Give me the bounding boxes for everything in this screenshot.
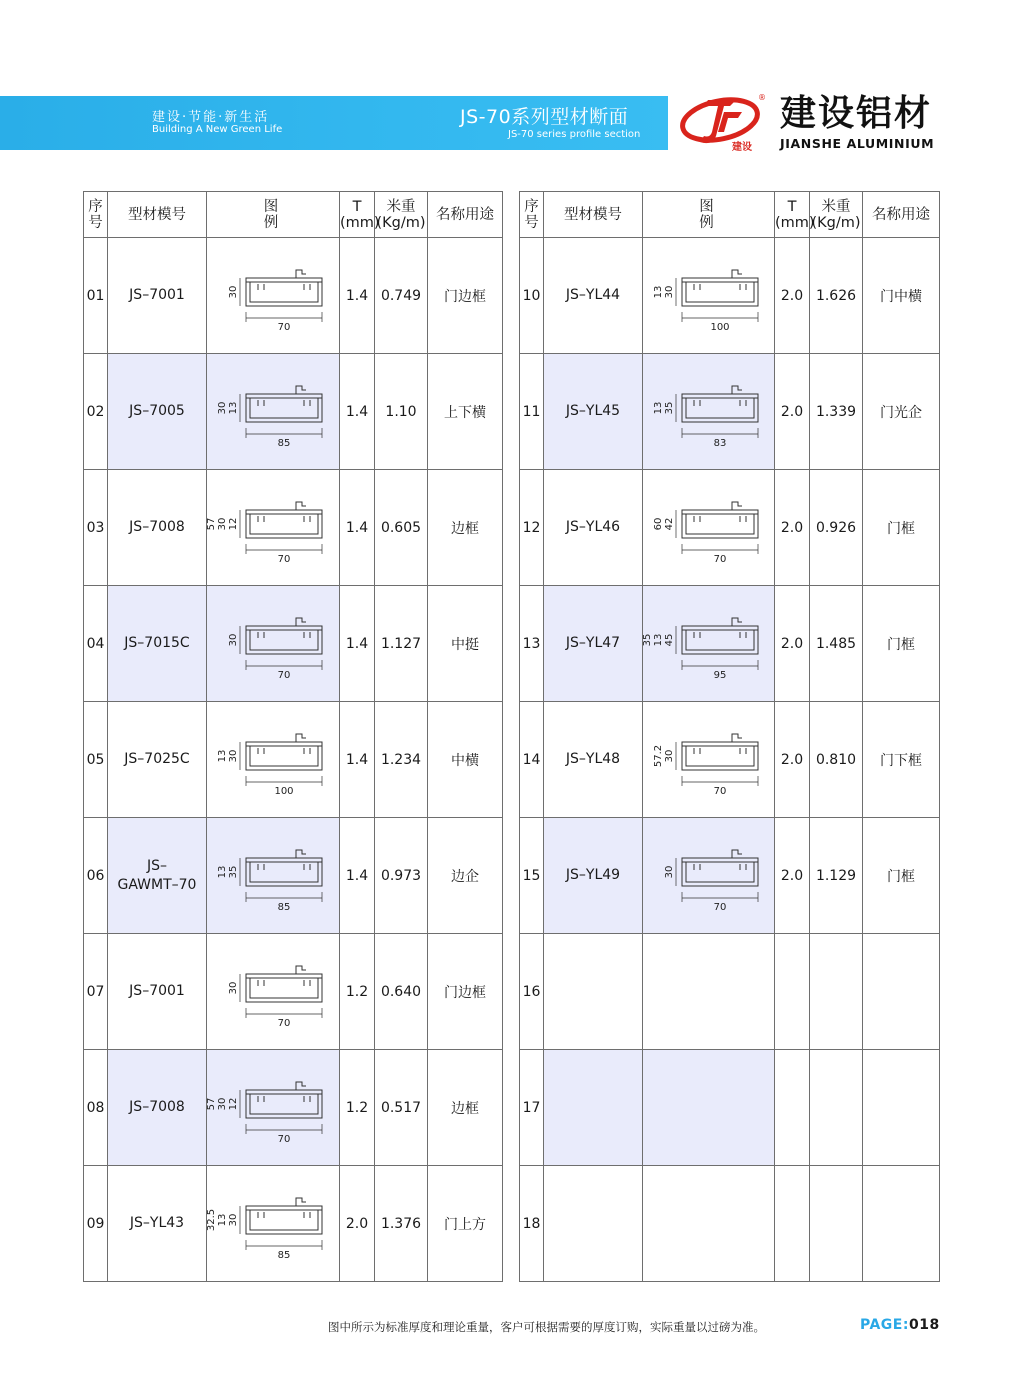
header-no: 序号 bbox=[84, 192, 108, 238]
table-row bbox=[520, 586, 940, 702]
thickness-value: 1.2 bbox=[340, 934, 375, 1050]
dimension-label: 70 bbox=[277, 553, 291, 565]
table-row bbox=[84, 1050, 503, 1166]
row-number: 05 bbox=[84, 702, 108, 818]
usage-name bbox=[863, 934, 940, 1050]
dimension-label: 57.2 bbox=[652, 744, 664, 767]
weight-value: 0.810 bbox=[810, 702, 863, 818]
dimension-label: 70 bbox=[713, 553, 726, 565]
thickness-value: 2.0 bbox=[775, 470, 810, 586]
profile-section-drawing bbox=[206, 480, 336, 576]
dimension-label: 57 bbox=[206, 1097, 217, 1110]
table-row bbox=[84, 818, 503, 934]
usage-name bbox=[863, 1050, 940, 1166]
dimension-label: 13 bbox=[228, 401, 239, 414]
row-number: 16 bbox=[520, 934, 544, 1050]
dimension-label: 13 bbox=[217, 1213, 228, 1226]
weight-value: 1.626 bbox=[810, 238, 863, 354]
profile-section-drawing bbox=[646, 1176, 772, 1272]
dimension-label: 13 bbox=[217, 749, 228, 762]
profile-section-drawing bbox=[646, 480, 772, 576]
dimension-label: 85 bbox=[277, 437, 291, 449]
usage-name bbox=[863, 1166, 940, 1282]
profile-section-drawing bbox=[210, 944, 336, 1040]
row-number: 09 bbox=[84, 1166, 108, 1282]
usage-name: 门框 bbox=[863, 586, 940, 702]
model-code: JS–YL47 bbox=[544, 586, 643, 702]
row-number: 04 bbox=[84, 586, 108, 702]
header-usage: 名称用途 bbox=[863, 192, 940, 238]
usage-name: 门框 bbox=[863, 470, 940, 586]
model-code: JS–7015C bbox=[108, 586, 207, 702]
model-code: JS–7025C bbox=[108, 702, 207, 818]
table-row bbox=[84, 354, 503, 470]
row-number: 07 bbox=[84, 934, 108, 1050]
table-row bbox=[520, 702, 940, 818]
figure-cell bbox=[643, 934, 775, 1050]
usage-name: 上下横 bbox=[428, 354, 503, 470]
figure-cell bbox=[643, 238, 775, 354]
figure-cell bbox=[643, 586, 775, 702]
figure-cell bbox=[643, 702, 775, 818]
model-code: JS–7001 bbox=[108, 934, 207, 1050]
table-row bbox=[84, 934, 503, 1050]
thickness-value: 1.4 bbox=[340, 238, 375, 354]
dimension-label: 70 bbox=[277, 669, 291, 681]
thickness-value: 1.2 bbox=[340, 1050, 375, 1166]
table-row bbox=[84, 238, 503, 354]
header-weight: 米重 (Kg/m) bbox=[375, 192, 428, 238]
usage-name: 门下框 bbox=[863, 702, 940, 818]
slogan-cn: 建设·节能·新生活 bbox=[152, 110, 270, 125]
dimension-label: 12 bbox=[228, 1097, 239, 1110]
registered-mark: ® bbox=[758, 93, 766, 102]
thickness-value: 1.4 bbox=[340, 586, 375, 702]
figure-cell bbox=[643, 1166, 775, 1282]
page-number: 018 bbox=[908, 1317, 940, 1333]
dimension-label: 45 bbox=[663, 633, 675, 646]
figure-cell bbox=[643, 470, 775, 586]
usage-name: 门上方 bbox=[428, 1166, 503, 1282]
dimension-label: 85 bbox=[277, 901, 291, 913]
header-figure: 图例 bbox=[643, 192, 775, 238]
figure-cell bbox=[207, 818, 340, 934]
figure-cell bbox=[643, 818, 775, 934]
weight-value: 1.485 bbox=[810, 586, 863, 702]
figure-cell bbox=[643, 354, 775, 470]
dimension-label: 13 bbox=[217, 865, 228, 878]
model-code: JS–7008 bbox=[108, 1050, 207, 1166]
usage-name: 中横 bbox=[428, 702, 503, 818]
header-usage: 名称用途 bbox=[428, 192, 503, 238]
dimension-label: 12 bbox=[228, 517, 239, 530]
thickness-value: 1.4 bbox=[340, 702, 375, 818]
dimension-label: 30 bbox=[217, 1097, 228, 1110]
dimension-label: 70 bbox=[277, 321, 291, 333]
header-model: 型材模号 bbox=[108, 192, 207, 238]
profile-section-drawing bbox=[210, 828, 336, 924]
model-code bbox=[544, 1050, 643, 1166]
dimension-label: 30 bbox=[663, 285, 675, 298]
model-code: JS–YL49 bbox=[544, 818, 643, 934]
header-figure: 图例 bbox=[207, 192, 340, 238]
profile-section-drawing bbox=[210, 596, 336, 692]
model-code: JS–YL48 bbox=[544, 702, 643, 818]
table-row bbox=[84, 470, 503, 586]
weight-value: 0.973 bbox=[375, 818, 428, 934]
figure-cell bbox=[207, 470, 340, 586]
dimension-label: 30 bbox=[663, 749, 675, 762]
model-code: JS–7001 bbox=[108, 238, 207, 354]
profile-section-drawing bbox=[646, 712, 772, 808]
figure-cell bbox=[207, 238, 340, 354]
model-code: JS–YL43 bbox=[108, 1166, 207, 1282]
footer-note: 图中所示为标准厚度和理论重量，客户可根据需要的厚度订购，实际重量以过磅为准。 bbox=[328, 1320, 765, 1334]
weight-value: 0.517 bbox=[375, 1050, 428, 1166]
row-number: 08 bbox=[84, 1050, 108, 1166]
thickness-value: 1.4 bbox=[340, 470, 375, 586]
row-number: 17 bbox=[520, 1050, 544, 1166]
weight-value bbox=[810, 1166, 863, 1282]
thickness-value bbox=[775, 1166, 810, 1282]
brand-name-en: JIANSHE ALUMINIUM bbox=[780, 136, 935, 151]
dimension-label: 30 bbox=[228, 1213, 239, 1226]
weight-value: 1.10 bbox=[375, 354, 428, 470]
row-number: 03 bbox=[84, 470, 108, 586]
row-number: 10 bbox=[520, 238, 544, 354]
thickness-value: 2.0 bbox=[775, 354, 810, 470]
table-row bbox=[520, 470, 940, 586]
row-number: 15 bbox=[520, 818, 544, 934]
thickness-value bbox=[775, 1050, 810, 1166]
table-row bbox=[520, 238, 940, 354]
dimension-label: 57 bbox=[206, 517, 217, 530]
dimension-label: 70 bbox=[713, 901, 726, 913]
model-code: JS– GAWMT–70 bbox=[108, 818, 207, 934]
figure-cell bbox=[207, 702, 340, 818]
page-label: PAGE: bbox=[860, 1317, 909, 1333]
thickness-value: 2.0 bbox=[775, 702, 810, 818]
dimension-label: 85 bbox=[277, 1249, 291, 1261]
weight-value: 1.234 bbox=[375, 702, 428, 818]
profile-section-drawing bbox=[210, 364, 336, 460]
figure-cell bbox=[207, 1050, 340, 1166]
dimension-label: 30 bbox=[228, 981, 239, 994]
series-subtitle: JS-70 series profile section bbox=[508, 129, 641, 140]
thickness-value bbox=[775, 934, 810, 1050]
weight-value: 1.339 bbox=[810, 354, 863, 470]
profile-section-drawing bbox=[210, 248, 336, 344]
usage-name: 门边框 bbox=[428, 934, 503, 1050]
dimension-label: 100 bbox=[709, 321, 730, 333]
profile-table-left bbox=[83, 191, 503, 1282]
usage-name: 边框 bbox=[428, 1050, 503, 1166]
dimension-label: 100 bbox=[274, 785, 294, 797]
table-row bbox=[520, 354, 940, 470]
brand-name-cn: 建设铝材 bbox=[780, 93, 933, 134]
weight-value: 0.605 bbox=[375, 470, 428, 586]
dimension-label: 30 bbox=[228, 285, 239, 298]
table-row bbox=[84, 1166, 503, 1282]
logo-small-text: 建设 bbox=[732, 142, 752, 153]
profile-section-drawing bbox=[206, 1060, 336, 1156]
usage-name: 门中横 bbox=[863, 238, 940, 354]
dimension-label: 30 bbox=[228, 749, 239, 762]
usage-name: 边企 bbox=[428, 818, 503, 934]
row-number: 11 bbox=[520, 354, 544, 470]
slogan-en: Building A New Green Life bbox=[152, 124, 283, 135]
figure-cell bbox=[207, 586, 340, 702]
profile-section-drawing bbox=[646, 364, 772, 460]
usage-name: 门光企 bbox=[863, 354, 940, 470]
figure-cell bbox=[207, 1166, 340, 1282]
dimension-label: 70 bbox=[713, 785, 726, 797]
model-code: JS–YL44 bbox=[544, 238, 643, 354]
weight-value: 1.376 bbox=[375, 1166, 428, 1282]
thickness-value: 2.0 bbox=[775, 586, 810, 702]
dimension-label: 32.5 bbox=[206, 1208, 217, 1231]
thickness-value: 1.4 bbox=[340, 818, 375, 934]
usage-name: 门框 bbox=[863, 818, 940, 934]
dimension-label: 60 bbox=[652, 517, 664, 530]
header-no: 序号 bbox=[520, 192, 544, 238]
row-number: 14 bbox=[520, 702, 544, 818]
profile-section-drawing bbox=[210, 712, 336, 808]
model-code bbox=[544, 1166, 643, 1282]
table-row bbox=[520, 934, 940, 1050]
model-code bbox=[544, 934, 643, 1050]
weight-value: 1.129 bbox=[810, 818, 863, 934]
profile-section-drawing bbox=[646, 1060, 772, 1156]
weight-value: 0.640 bbox=[375, 934, 428, 1050]
brand-logo-icon bbox=[678, 92, 768, 154]
table-row bbox=[520, 1050, 940, 1166]
dimension-label: 13 bbox=[652, 401, 664, 414]
profile-section-drawing bbox=[646, 944, 772, 1040]
profile-section-drawing bbox=[646, 248, 772, 344]
header-thickness: T (mm) bbox=[775, 192, 810, 238]
profile-section-drawing bbox=[206, 1176, 336, 1272]
row-number: 18 bbox=[520, 1166, 544, 1282]
thickness-value: 2.0 bbox=[340, 1166, 375, 1282]
profile-section-drawing bbox=[641, 596, 772, 692]
row-number: 12 bbox=[520, 470, 544, 586]
table-row bbox=[84, 586, 503, 702]
dimension-label: 70 bbox=[277, 1133, 291, 1145]
header-thickness: T (mm) bbox=[340, 192, 375, 238]
weight-value: 0.749 bbox=[375, 238, 428, 354]
weight-value: 1.127 bbox=[375, 586, 428, 702]
dimension-label: 35 bbox=[663, 401, 675, 414]
usage-name: 门边框 bbox=[428, 238, 503, 354]
weight-value bbox=[810, 934, 863, 1050]
page-indicator bbox=[860, 1317, 940, 1333]
dimension-label: 13 bbox=[652, 285, 664, 298]
usage-name: 边框 bbox=[428, 470, 503, 586]
model-code: JS–7005 bbox=[108, 354, 207, 470]
table-row bbox=[84, 702, 503, 818]
usage-name: 中挺 bbox=[428, 586, 503, 702]
dimension-label: 35 bbox=[641, 633, 653, 646]
thickness-value: 2.0 bbox=[775, 238, 810, 354]
row-number: 06 bbox=[84, 818, 108, 934]
dimension-label: 95 bbox=[713, 669, 726, 681]
dimension-label: 42 bbox=[663, 517, 675, 530]
dimension-label: 30 bbox=[663, 865, 675, 878]
weight-value: 0.926 bbox=[810, 470, 863, 586]
thickness-value: 2.0 bbox=[775, 818, 810, 934]
dimension-label: 30 bbox=[217, 401, 228, 414]
table-row bbox=[520, 1166, 940, 1282]
profile-table-right bbox=[519, 191, 940, 1282]
dimension-label: 35 bbox=[228, 865, 239, 878]
dimension-label: 30 bbox=[217, 517, 228, 530]
header-model: 型材模号 bbox=[544, 192, 643, 238]
series-title: JS-70系列型材断面 bbox=[460, 106, 629, 128]
figure-cell bbox=[643, 1050, 775, 1166]
table-row bbox=[520, 818, 940, 934]
weight-value bbox=[810, 1050, 863, 1166]
model-code: JS–YL46 bbox=[544, 470, 643, 586]
figure-cell bbox=[207, 934, 340, 1050]
row-number: 13 bbox=[520, 586, 544, 702]
dimension-label: 70 bbox=[277, 1017, 291, 1029]
figure-cell bbox=[207, 354, 340, 470]
model-code: JS–7008 bbox=[108, 470, 207, 586]
dimension-label: 13 bbox=[652, 633, 664, 646]
model-code: JS–YL45 bbox=[544, 354, 643, 470]
header-weight: 米重 (Kg/m) bbox=[810, 192, 863, 238]
thickness-value: 1.4 bbox=[340, 354, 375, 470]
dimension-label: 30 bbox=[228, 633, 239, 646]
profile-section-drawing bbox=[646, 828, 772, 924]
row-number: 02 bbox=[84, 354, 108, 470]
dimension-label: 83 bbox=[713, 437, 726, 449]
row-number: 01 bbox=[84, 238, 108, 354]
